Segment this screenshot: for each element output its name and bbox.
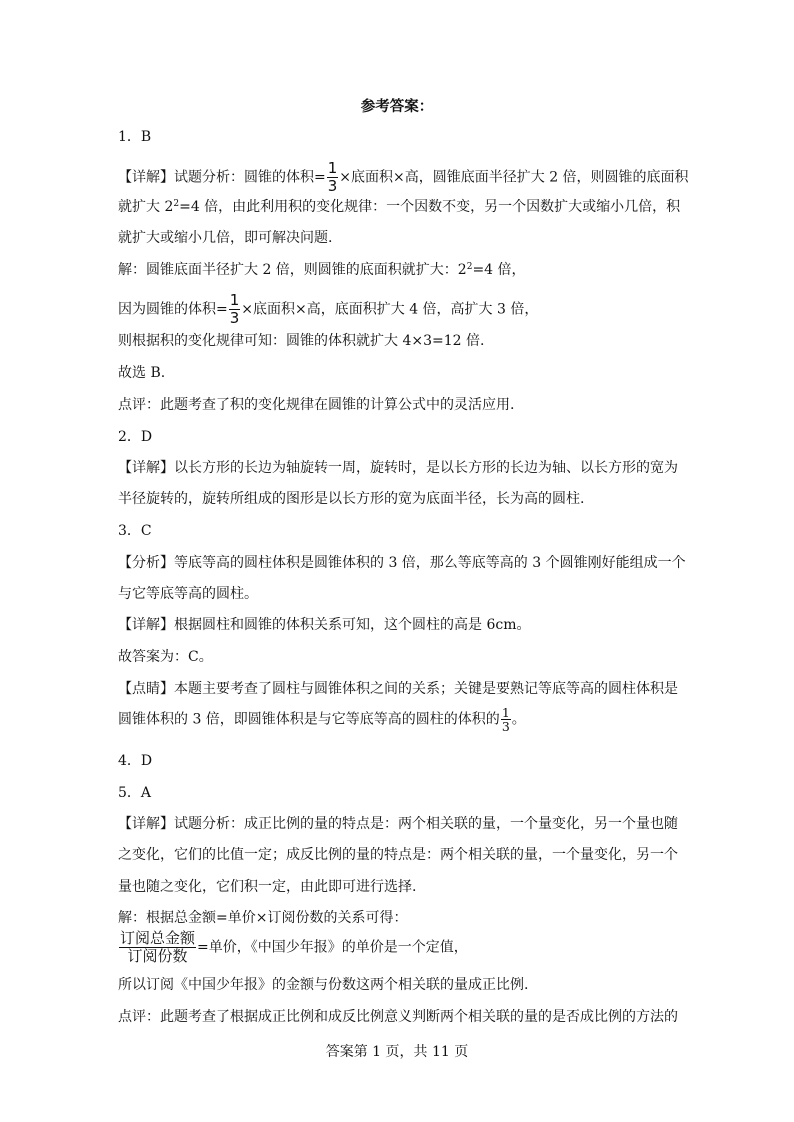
answer-5-solution-line2: $\frac{\text{订阅总金额}}{\text{订阅份数}}$ =单价，《中国少年报》的单价是一个定值， (120, 929, 468, 965)
answer-1-solution-line3: 则根据积的变化规律可知：圆锥的体积就扩大 4×3=12 倍. (118, 333, 485, 349)
answer-1-comment: 点评：此题考查了积的变化规律在圆锥的计算公式中的灵活应用. (118, 397, 515, 413)
answer-1-detail-line1: 【详解】试题分析：圆锥的体积= $\frac{1}{3}$ ×底面积×高，圆锥底面半径扩大 2 倍，则圆锥的底面积 (118, 159, 689, 195)
answer-2-detail-line1: 【详解】以长方形的长边为轴旋转一周，旋转时，是以长方形的长边为轴、以长方形的宽为 (118, 460, 678, 476)
answer-1-detail-line3: 就扩大或缩小几倍，即可解决问题. (118, 230, 333, 246)
answer-1-solution-line1: 解：圆锥底面半径扩大 2 倍，则圆锥的底面积就扩大：$2^2=4$ 倍， (118, 262, 526, 278)
answer-5-detail-line3: 量也随之变化，它们积一定，由此即可进行选择. (118, 879, 417, 895)
answer-3-note-line1: 【点睛】本题主要考查了圆柱与圆锥体积之间的关系；关键是要熟记等底等高的圆柱体积是 (118, 681, 678, 697)
answer-5-detail-line1: 【详解】试题分析：成正比例的量的特点是：两个相关联的量，一个量变化，另一个量也随 (118, 816, 678, 832)
fraction-one-third: $\frac{1}{3}$ (229, 291, 240, 327)
page-title: 参考答案： (360, 98, 434, 115)
fraction-subscription: $\frac{\text{订阅总金额}}{\text{订阅份数}}$ (120, 929, 196, 965)
answer-4-label: 4．D (118, 753, 153, 769)
answer-3-detail: 【详解】根据圆柱和圆锥的体积关系可知，这个圆柱的高是 6cm。 (118, 617, 531, 633)
page-footer: 答案第 1 页，共 11 页 (325, 1044, 469, 1060)
answer-3-note-line2: 圆锥体积的 3 倍，即圆锥体积是与它等底等高的圆柱的体积的 $\frac{1}{3}$ 。 (118, 705, 526, 734)
answer-3-label: 3．C (118, 523, 152, 539)
fraction-one-third: $\frac{1}{3}$ (327, 159, 338, 195)
answer-5-label: 5．A (118, 785, 152, 801)
fraction-one-third-small: $\frac{1}{3}$ (501, 705, 510, 734)
answer-5-detail-line2: 之变化，它们的比值一定；成反比例的量的特点是：两个相关联的量，一个量变化，另一个 (118, 847, 678, 863)
answer-2-detail-line2: 半径旋转的，旋转所组成的图形是以长方形的宽为底面半径，长为高的圆柱. (118, 491, 585, 507)
answer-1-label: 1．B (118, 129, 152, 145)
answer-1-choice: 故选 B. (118, 365, 166, 381)
answer-5-solution-line1: 解：根据总金额=单价×订阅份数的关系可得： (118, 910, 408, 926)
answer-3-analysis-line1: 【分析】等底等高的圆柱体积是圆锥体积的 3 倍，那么等底等高的 3 个圆锥刚好能组成一个 (118, 555, 686, 571)
answer-1-detail-line2: 就扩大 $2^2=4$ 倍，由此利用积的变化规律：一个因数不变，另一个因数扩大或缩小几倍，积 (118, 199, 681, 215)
answer-5-comment: 点评：此题考查了根据成正比例和成反比例意义判断两个相关联的量的是否成比例的方法的 (118, 1009, 678, 1025)
answer-1-solution-line2: 因为圆锥的体积= $\frac{1}{3}$ ×底面积×高，底面积扩大 4 倍，高扩大 3 倍， (118, 291, 539, 327)
answer-2-label: 2．D (118, 429, 153, 445)
answer-5-solution-line3: 所以订阅《中国少年报》的金额与份数这两个相关联的量成正比例. (118, 977, 529, 993)
answer-3-choice: 故答案为：C。 (118, 649, 213, 665)
answer-3-analysis-line2: 与它等底等高的圆柱。 (118, 586, 258, 602)
